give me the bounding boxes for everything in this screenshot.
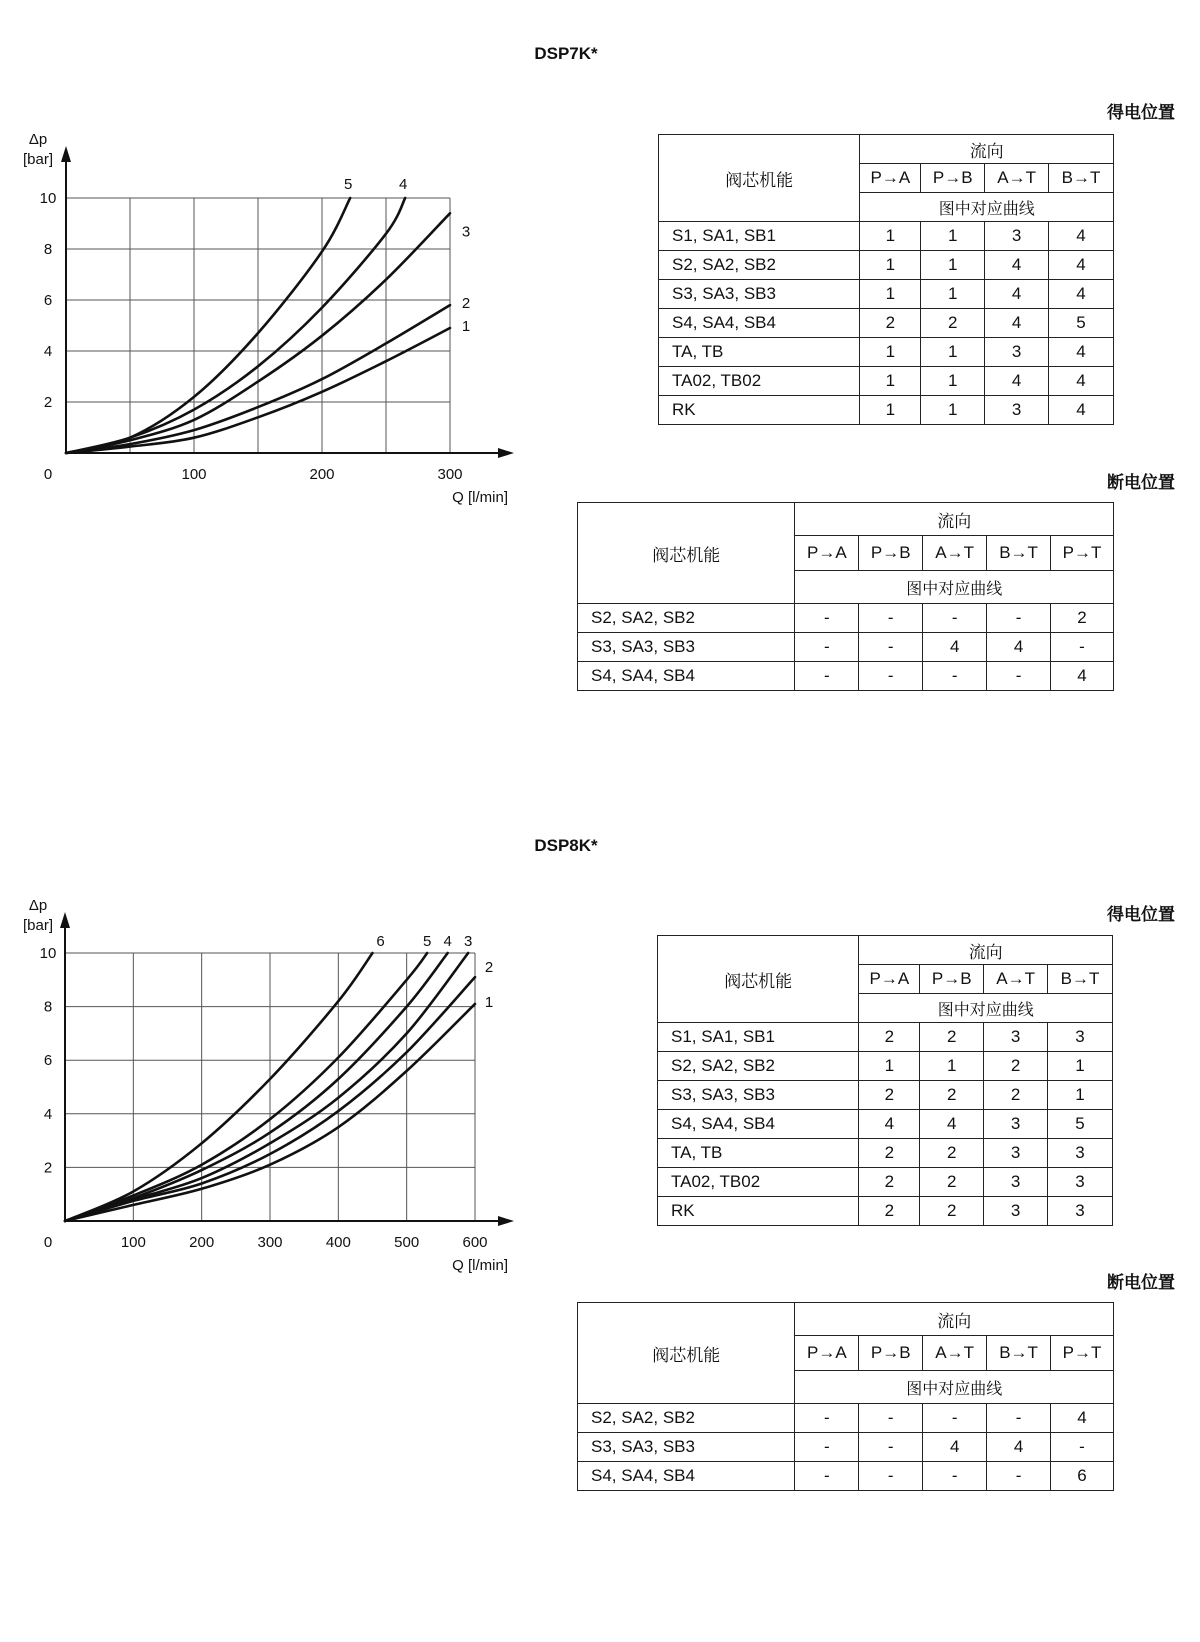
pressure-drop-chart-dsp8k: [0, 892, 560, 1292]
curve-cell: -: [987, 1462, 1051, 1491]
x-axis-arrow-icon: [498, 1216, 514, 1226]
section-title-dsp7k: DSP7K*: [534, 44, 598, 63]
curve-cell: -: [923, 604, 987, 633]
col-header: P→T: [1051, 1336, 1114, 1371]
curve-cell: -: [987, 1404, 1051, 1433]
curve-cell: 3: [1048, 1023, 1113, 1052]
curve-cell: 2: [920, 1023, 984, 1052]
curve-cell: 2: [920, 1139, 984, 1168]
spool-function: S4, SA4, SB4: [658, 1110, 859, 1139]
table-row: [658, 1197, 1113, 1226]
col-header: P→A: [859, 965, 920, 994]
curve-cell: 2: [920, 1168, 984, 1197]
y-axis-arrow-icon: [60, 912, 70, 928]
col-header: P→A: [795, 536, 859, 571]
spool-function: RK: [658, 1197, 859, 1226]
curve-cell: -: [795, 1462, 859, 1491]
y-tick-label: 4: [43, 1105, 53, 1123]
curve-cell: -: [1051, 633, 1114, 662]
table-row: [658, 1052, 1113, 1081]
series-label-4: 4: [399, 176, 408, 193]
col-header: P→B: [859, 536, 923, 571]
function-header: 阀芯机能: [578, 1303, 795, 1404]
x-tick-label: 400: [325, 1234, 351, 1251]
curve-cell: 2: [859, 1139, 920, 1168]
spool-function: S2, SA2, SB2: [658, 1052, 859, 1081]
table-row: [578, 633, 1114, 662]
curve-cell: -: [859, 662, 923, 691]
x-axis-label: Q [l/min]: [452, 489, 508, 506]
curve-cell: 1: [860, 222, 921, 251]
x-tick-label: 500: [394, 1234, 420, 1251]
energized-table-dsp8k: [657, 935, 1113, 1226]
curve-cell: 4: [1049, 280, 1114, 309]
curve-cell: 2: [859, 1081, 920, 1110]
x-tick-label: 100: [120, 1234, 146, 1251]
deenergized-table-dsp8k: [577, 1302, 1114, 1491]
curve-cell: -: [923, 1404, 987, 1433]
y-tick-label: 2: [43, 1159, 53, 1177]
table-row: [659, 222, 1114, 251]
col-header: B→T: [987, 1336, 1051, 1371]
table-row: [578, 662, 1114, 691]
x-tick-label: 200: [309, 466, 335, 483]
curve-cell: -: [923, 1462, 987, 1491]
curve-cell: -: [859, 1404, 923, 1433]
spool-function: S4, SA4, SB4: [578, 1462, 795, 1491]
curve-cell: 1: [921, 280, 985, 309]
table-row: [578, 604, 1114, 633]
section-title-dsp8k: DSP8K*: [534, 836, 598, 855]
curve-cell: 3: [985, 222, 1049, 251]
x-tick-label: 200: [189, 1234, 215, 1251]
y-axis-unit: [bar]: [22, 151, 54, 168]
table-row: [658, 1081, 1113, 1110]
pressure-drop-chart-dsp7k: [0, 130, 560, 520]
grid: [65, 953, 475, 1221]
series-label-1: 1: [484, 993, 494, 1011]
col-header: P→B: [920, 965, 984, 994]
spool-function: RK: [659, 396, 860, 425]
table-row: [658, 1139, 1113, 1168]
series-line-6: [65, 953, 373, 1221]
curve-cell: 2: [860, 309, 921, 338]
table-row: [658, 1168, 1113, 1197]
curve-cell: 2: [859, 1023, 920, 1052]
curve-cell: -: [859, 633, 923, 662]
curve-cell: 1: [921, 251, 985, 280]
col-header: A→T: [984, 965, 1048, 994]
flow-header: 流向: [860, 135, 1114, 164]
curve-cell: 4: [1049, 338, 1114, 367]
col-header: P→A: [795, 1336, 859, 1371]
curve-cell: 4: [1049, 367, 1114, 396]
curve-cell: -: [987, 662, 1051, 691]
curve-cell: 3: [1048, 1197, 1113, 1226]
table-row: [659, 396, 1114, 425]
table-row: [578, 1404, 1114, 1433]
table-row: [659, 367, 1114, 396]
curve-cell: 2: [920, 1197, 984, 1226]
y-axis-label: Δp: [28, 897, 48, 914]
curve-cell: 1: [1048, 1052, 1113, 1081]
series-label-3: 3: [463, 933, 473, 950]
curve-cell: -: [795, 633, 859, 662]
curve-cell: -: [795, 604, 859, 633]
spool-function: S2, SA2, SB2: [659, 251, 860, 280]
curve-cell: 4: [985, 367, 1049, 396]
energized-table-dsp7k: [658, 134, 1114, 425]
curve-cell: 6: [1051, 1462, 1114, 1491]
table-row: [658, 1110, 1113, 1139]
curve-cell: 4: [1051, 662, 1114, 691]
curve-cell: 1: [921, 396, 985, 425]
deenergized-label: 断电位置: [1107, 473, 1175, 492]
curve-cell: -: [1051, 1433, 1114, 1462]
y-tick-label: 8: [43, 241, 53, 258]
series-label-5: 5: [422, 933, 432, 950]
table-row: [659, 309, 1114, 338]
curve-cell: 2: [859, 1168, 920, 1197]
curve-cell: 2: [920, 1081, 984, 1110]
x-axis-label: Q [l/min]: [452, 1257, 508, 1274]
curves-header: 图中对应曲线: [860, 193, 1114, 222]
curve-cell: 1: [859, 1052, 920, 1081]
curve-cell: 4: [985, 280, 1049, 309]
curve-cell: 1: [860, 396, 921, 425]
grid: [66, 198, 450, 453]
function-header: 阀芯机能: [659, 135, 860, 222]
origin-label: 0: [43, 466, 53, 483]
col-header: P→B: [921, 164, 985, 193]
curve-cell: 4: [920, 1110, 984, 1139]
curve-cell: 2: [984, 1081, 1048, 1110]
x-tick-label: 300: [257, 1234, 283, 1251]
curve-cell: 1: [921, 222, 985, 251]
curves-header: 图中对应曲线: [795, 1371, 1114, 1404]
y-tick-label: 10: [39, 945, 57, 962]
spool-function: S3, SA3, SB3: [578, 633, 795, 662]
col-header: B→T: [1049, 164, 1114, 193]
curve-cell: 1: [860, 367, 921, 396]
curve-cell: 4: [1051, 1404, 1114, 1433]
curve-cell: 3: [984, 1139, 1048, 1168]
curve-cell: 4: [985, 251, 1049, 280]
curve-cell: 1: [860, 251, 921, 280]
series-label-3: 3: [461, 223, 471, 241]
curve-cell: 1: [921, 367, 985, 396]
y-axis-label: Δp: [28, 131, 48, 148]
series-label-5: 5: [343, 176, 353, 193]
spool-function: TA02, TB02: [658, 1168, 859, 1197]
curve-cell: 3: [1048, 1139, 1113, 1168]
col-header: P→B: [859, 1336, 923, 1371]
curve-cell: -: [923, 662, 987, 691]
series-line-3: [65, 953, 468, 1221]
energized-label: 得电位置: [1107, 103, 1175, 122]
curve-cell: 4: [987, 633, 1051, 662]
curve-cell: 4: [923, 1433, 987, 1462]
spool-function: TA02, TB02: [659, 367, 860, 396]
series-line-5: [65, 953, 427, 1221]
spool-function: TA, TB: [658, 1139, 859, 1168]
spool-function: S2, SA2, SB2: [578, 1404, 795, 1433]
energized-label: 得电位置: [1107, 905, 1175, 924]
flow-header: 流向: [795, 1303, 1114, 1336]
curve-cell: 1: [920, 1052, 984, 1081]
function-header: 阀芯机能: [578, 503, 795, 604]
table-row: [659, 280, 1114, 309]
series-label-4: 4: [443, 933, 452, 950]
curve-cell: 5: [1048, 1110, 1113, 1139]
flow-header: 流向: [859, 936, 1113, 965]
curve-cell: 4: [859, 1110, 920, 1139]
x-tick-label: 300: [437, 466, 463, 483]
curve-cell: 4: [985, 309, 1049, 338]
function-header: 阀芯机能: [658, 936, 859, 1023]
curve-cell: 1: [921, 338, 985, 367]
curve-cell: 4: [1049, 222, 1114, 251]
curves-header: 图中对应曲线: [859, 994, 1113, 1023]
y-axis-unit: [bar]: [22, 917, 54, 934]
curve-cell: 1: [1048, 1081, 1113, 1110]
y-tick-label: 10: [39, 190, 57, 207]
spool-function: S4, SA4, SB4: [578, 662, 795, 691]
curve-cell: -: [795, 662, 859, 691]
spool-function: S3, SA3, SB3: [659, 280, 860, 309]
series-line-5: [66, 198, 350, 453]
col-header: A→T: [985, 164, 1049, 193]
deenergized-table-dsp7k: [577, 502, 1114, 691]
curve-cell: 3: [985, 396, 1049, 425]
curve-cell: 1: [860, 338, 921, 367]
col-header: B→T: [987, 536, 1051, 571]
spool-function: S3, SA3, SB3: [578, 1433, 795, 1462]
col-header: P→T: [1051, 536, 1114, 571]
y-axis-arrow-icon: [61, 146, 71, 162]
curve-cell: -: [795, 1433, 859, 1462]
col-header: P→A: [860, 164, 921, 193]
curve-cell: -: [859, 1433, 923, 1462]
y-tick-label: 6: [43, 292, 53, 309]
x-tick-label: 100: [181, 466, 207, 483]
origin-label: 0: [43, 1234, 53, 1251]
deenergized-label: 断电位置: [1107, 1273, 1175, 1292]
y-tick-label: 2: [43, 394, 53, 411]
series-label-2: 2: [461, 295, 471, 313]
y-tick-label: 4: [43, 343, 53, 360]
curve-cell: 4: [1049, 251, 1114, 280]
x-axis-arrow-icon: [498, 448, 514, 458]
y-tick-label: 8: [43, 998, 53, 1016]
curve-cell: -: [859, 604, 923, 633]
curve-cell: 1: [860, 280, 921, 309]
x-tick-label: 600: [462, 1234, 488, 1251]
curve-cell: 2: [859, 1197, 920, 1226]
series-label-1: 1: [461, 318, 471, 336]
curve-cell: 4: [923, 633, 987, 662]
col-header: A→T: [923, 1336, 987, 1371]
table-row: [659, 251, 1114, 280]
curve-cell: 3: [985, 338, 1049, 367]
curve-cell: 3: [1048, 1168, 1113, 1197]
curve-cell: 3: [984, 1023, 1048, 1052]
spool-function: S3, SA3, SB3: [658, 1081, 859, 1110]
table-row: [659, 338, 1114, 367]
table-row: [658, 1023, 1113, 1052]
curve-cell: 3: [984, 1168, 1048, 1197]
curve-cell: 2: [984, 1052, 1048, 1081]
curves-header: 图中对应曲线: [795, 571, 1114, 604]
series-label-2: 2: [484, 959, 494, 977]
spool-function: S4, SA4, SB4: [659, 309, 860, 338]
spool-function: S2, SA2, SB2: [578, 604, 795, 633]
spool-function: S1, SA1, SB1: [658, 1023, 859, 1052]
series-label-6: 6: [376, 933, 385, 950]
curve-cell: 4: [1049, 396, 1114, 425]
curve-cell: 2: [921, 309, 985, 338]
curve-cell: 3: [984, 1197, 1048, 1226]
curve-cell: 3: [984, 1110, 1048, 1139]
table-row: [578, 1462, 1114, 1491]
curve-cell: 4: [987, 1433, 1051, 1462]
curve-cell: 2: [1051, 604, 1114, 633]
curve-cell: -: [987, 604, 1051, 633]
y-tick-label: 6: [43, 1052, 53, 1070]
table-row: [578, 1433, 1114, 1462]
col-header: A→T: [923, 536, 987, 571]
curve-cell: 5: [1049, 309, 1114, 338]
curve-cell: -: [859, 1462, 923, 1491]
flow-header: 流向: [795, 503, 1114, 536]
spool-function: S1, SA1, SB1: [659, 222, 860, 251]
spool-function: TA, TB: [659, 338, 860, 367]
curve-cell: -: [795, 1404, 859, 1433]
col-header: B→T: [1048, 965, 1113, 994]
